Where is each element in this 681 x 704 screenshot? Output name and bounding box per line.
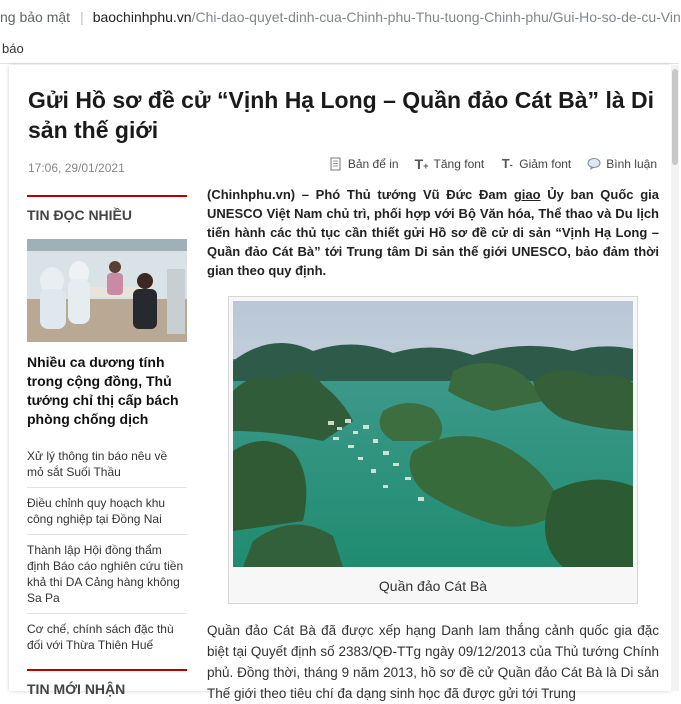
most-read-heading: TIN ĐỌC NHIỀU (27, 195, 187, 228)
comment-icon (587, 157, 601, 171)
scrollbar-thumb[interactable] (672, 69, 678, 165)
list-item[interactable]: Điều chỉnh quy hoạch khu công nghiệp tại Đồng Nai (27, 487, 187, 534)
list-item[interactable]: Xử lý thông tin báo nêu về mỏ sắt Suối Thầu (27, 449, 168, 479)
increase-font-label: Tăng font (433, 157, 485, 171)
bookmark-item[interactable]: báo (2, 41, 24, 56)
increase-font-button[interactable] (415, 157, 485, 171)
decrease-font-button[interactable] (500, 157, 571, 171)
most-read-list (27, 441, 187, 660)
text-decrease-icon: T- (501, 156, 513, 171)
article-lead (207, 185, 659, 280)
featured-news-title[interactable]: Nhiều ca dương tính trong cộng đồng, Thủ tướng chỉ thị cấp bách phòng chống dịch (27, 354, 179, 427)
article-photo-frame (228, 296, 638, 604)
sidebar (27, 195, 187, 702)
article-content (207, 185, 659, 704)
address-bar[interactable] (0, 0, 679, 34)
lead-text-start: (Chinhphu.vn) – Phó Thủ tướng Vũ Đức Đam (207, 187, 514, 202)
lead-link[interactable]: giao (513, 187, 541, 202)
article-photo[interactable] (233, 301, 633, 567)
bookmarks-bar (0, 34, 679, 64)
featured-news-image[interactable] (27, 239, 187, 342)
article-date: 17:06, 29/01/2021 (28, 161, 125, 175)
scrollbar[interactable] (671, 65, 679, 691)
print-button[interactable] (329, 157, 399, 171)
article-body: Quần đảo Cát Bà đã được xếp hạng Danh lam thắng cảnh quốc gia đặc biệt tại Quyết định số 2383/QĐ-TTg ngày 09/12/2013 của Thủ tướng Chính phủ. Đồng thời, tháng 9 năm 2013, hồ sơ đề cử Quần đảo Cát Bà là Di sản Thế giới theo tiêu chí đa dạng sinh học đã được gửi tới Trung (207, 623, 659, 701)
latest-news-heading: TIN MỚI NHẬN (27, 669, 187, 702)
address-divider: | (80, 9, 84, 25)
url-path[interactable]: /Chi-dao-quyet-dinh-cua-Chinh-phu-Thu-tuong-Chinh-phu/Gui-Ho-so-de-cu-Vin (191, 9, 681, 25)
article-tools (329, 157, 657, 171)
decrease-font-label: Giảm font (519, 157, 572, 171)
list-item[interactable]: Cơ chế, chính sách đặc thù đối với Thừa Thiên Huế (27, 613, 187, 660)
article-title: Gửi Hồ sơ đề cử “Vịnh Hạ Long – Quần đảo Cát Bà” là Di sản thế giới (28, 87, 655, 143)
lead-text-end: Ủy ban Quốc gia UNESCO Việt Nam chủ trì, phối hợp với Bộ Văn hóa, Thể thao và Du lịch tiến hành các thủ tục cần thiết gửi Hồ sơ đề cử di sản “Vịnh Hạ Long – Quần đảo Cát Bà” tới Trung tâm Di sản thế giới UNESCO, bảo đảm thời gian theo quy định. (207, 187, 659, 278)
print-label: Bản để in (347, 157, 399, 171)
photo-caption: Quần đảo Cát Bà (378, 578, 488, 594)
printer-icon (329, 157, 343, 171)
comment-label: Bình luận (606, 157, 657, 171)
list-item[interactable]: Thành lập Hội đồng thẩm định Báo cáo nghiên cứu tiền khả thi DA Cảng hàng không Sa Pa (27, 534, 187, 613)
url-host[interactable]: baochinhphu.vn (92, 9, 192, 25)
page-viewport (0, 65, 679, 701)
text-increase-icon: T+ (414, 156, 429, 172)
article-page (9, 65, 671, 701)
security-indicator[interactable]: ng bảo mật (0, 9, 71, 25)
comment-button[interactable] (587, 157, 657, 171)
